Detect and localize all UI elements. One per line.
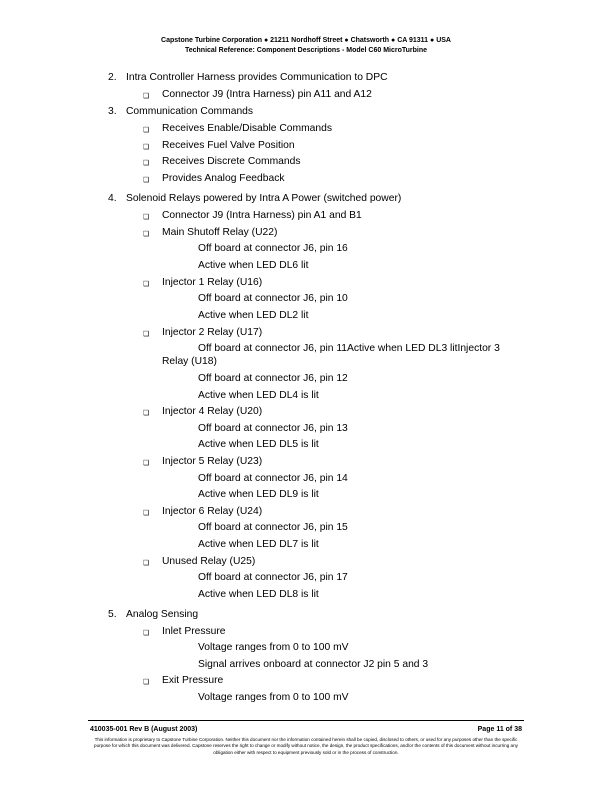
sub-text: Active when LED DL7 is lit [198,539,319,550]
sub-text: Off board at connector J6, pin 17 [198,572,348,583]
bullet-icon: ❏ [143,281,150,288]
sub-text: Signal arrives onboard at connector J2 pin 5 and 3 [198,659,429,670]
bullet-icon: ❏ [143,510,150,517]
sub-text-wrap: Relay (U18) [162,356,217,367]
item-text: Analog Sensing [126,609,199,620]
sub-text: Active when LED DL5 is lit [198,439,319,450]
header-line-1: Capstone Turbine Corporation ● 21211 Nordhoff Street ● Chatsworth ● CA 91311 ● USA [161,37,451,44]
bullet-text: Injector 1 Relay (U16) [162,277,263,288]
item-number: 4. [108,193,117,204]
item-number: 3. [108,106,117,117]
bullet-icon: ❏ [143,560,150,567]
item-text: Communication Commands [126,106,254,117]
bullet-text: Receives Enable/Disable Commands [162,123,332,134]
bullet-text: Unused Relay (U25) [162,556,256,567]
bullet-icon: ❏ [143,410,150,417]
sub-text: Off board at connector J6, pin 12 [198,373,348,384]
bullet-icon: ❏ [143,177,150,184]
sub-text: Off board at connector J6, pin 13 [198,423,348,434]
item-number: 5. [108,609,117,620]
sub-text: Active when LED DL6 lit [198,260,309,271]
item-text: Solenoid Relays powered by Intra A Power (switched power) [126,193,402,204]
bullet-text: Receives Discrete Commands [162,156,301,167]
bullet-text: Injector 6 Relay (U24) [162,506,263,517]
bullet-text: Provides Analog Feedback [162,173,285,184]
sub-text: Active when LED DL8 is lit [198,589,319,600]
sub-text: Off board at connector J6, pin 11Active when LED DL3 litInjector 3 [198,343,500,354]
bullet-text: Inlet Pressure [162,626,226,637]
item-number: 2. [108,72,117,83]
sub-text: Active when LED DL9 is lit [198,489,319,500]
sub-text: Voltage ranges from 0 to 100 mV [198,692,349,703]
bullet-icon: ❏ [143,231,150,238]
footer-page-number: Page 11 of 38 [477,726,522,733]
bullet-text: Main Shutoff Relay (U22) [162,227,278,238]
bullet-text: Exit Pressure [162,675,224,686]
bullet-text: Receives Fuel Valve Position [162,140,295,151]
bullet-icon: ❏ [143,127,150,134]
bullet-icon: ❏ [143,144,150,151]
bullet-text: Connector J9 (Intra Harness) pin A11 and A12 [162,89,372,100]
sub-text: Off board at connector J6, pin 10 [198,293,348,304]
footer-disclaimer: This information is proprietary to Capstone Turbine Corporation. Neither this document nor the information contained herein shall be copied, disclosed to others, or used for any purposes other than the specific purpose for which this document was delivered. Capstone reserves the right to change or modify without notice, the design, the product specifications, and/or the contents of this document without incurring any obligation either with respect to equipment previously sold or in the process of construction. [94,737,518,755]
bullet-icon: ❏ [143,214,150,221]
footer-doc-id: 410035-001 Rev B (August 2003) [90,726,198,733]
bullet-icon: ❏ [143,630,150,637]
bullet-icon: ❏ [143,679,150,686]
sub-text: Active when LED DL4 is lit [198,390,319,401]
bullet-icon: ❏ [143,331,150,338]
bullet-text: Injector 4 Relay (U20) [162,406,263,417]
bullet-text: Injector 2 Relay (U17) [162,327,263,338]
bullet-icon: ❏ [143,160,150,167]
sub-text: Voltage ranges from 0 to 100 mV [198,642,349,653]
bullet-text: Injector 5 Relay (U23) [162,456,263,467]
sub-text: Off board at connector J6, pin 16 [198,243,348,254]
sub-text: Off board at connector J6, pin 15 [198,522,348,533]
footer-divider [88,720,524,721]
bullet-text: Connector J9 (Intra Harness) pin A1 and B1 [162,210,362,221]
sub-text: Active when LED DL2 lit [198,310,309,321]
bullet-icon: ❏ [143,93,150,100]
bullet-icon: ❏ [143,460,150,467]
item-text: Intra Controller Harness provides Communication to DPC [126,72,388,83]
header-line-2: Technical Reference: Component Descriptions - Model C60 MicroTurbine [184,47,428,54]
sub-text: Off board at connector J6, pin 14 [198,473,348,484]
